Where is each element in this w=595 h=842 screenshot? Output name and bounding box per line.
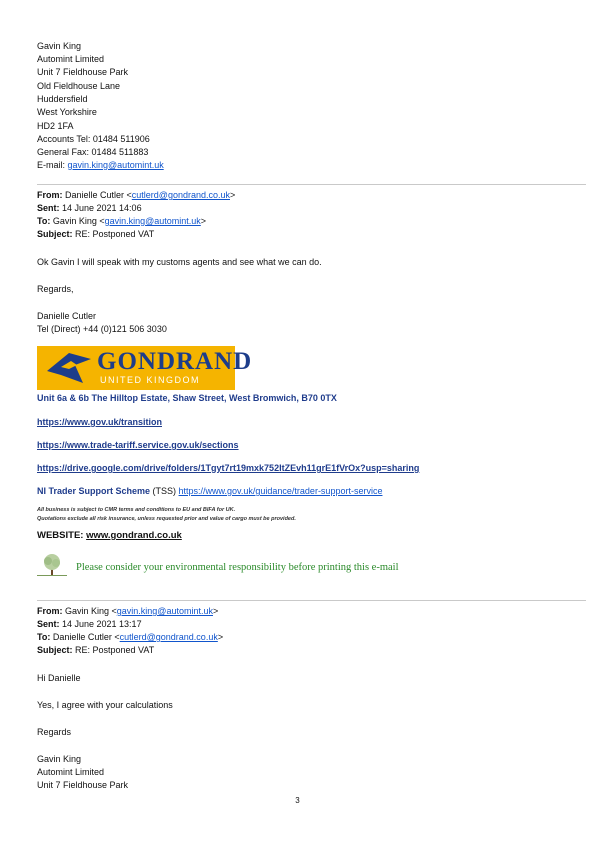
email2-sig-addr1: Unit 7 Fieldhouse Park (37, 780, 129, 790)
email1-subject (37, 229, 154, 240)
to-label: To: (37, 632, 51, 642)
email2-from (37, 606, 218, 617)
email2-to (37, 632, 223, 643)
to-label: To: (37, 216, 51, 226)
tree-icon (37, 553, 67, 578)
email1-sig-tel: Tel (Direct) +44 (0)121 506 3030 (37, 324, 167, 334)
email2-sig-name: Gavin King (37, 754, 82, 764)
email2-subject (37, 645, 154, 656)
subject-label: Subject: (37, 645, 73, 655)
terms-line-2: Quotations exclude all risk insurance, unless requested prior and value of cargo must be provided. (37, 516, 296, 522)
sig-fax: General Fax: 01484 511883 (37, 147, 149, 157)
sig-company: Automint Limited (37, 54, 105, 64)
email2-sig-company: Automint Limited (37, 767, 105, 777)
website-link[interactable]: www.gondrand.co.uk (86, 530, 182, 541)
company-address: Unit 6a & 6b The Hilltop Estate, Shaw Street, West Bromwich, B70 0TX (37, 393, 337, 403)
sig-town: Huddersfield (37, 94, 88, 104)
divider (37, 184, 586, 185)
sig-email-label: E-mail: (37, 160, 68, 170)
subject-value: RE: Postponed VAT (72, 645, 155, 655)
sig-email-link[interactable]: gavin.king@automint.uk (67, 160, 164, 170)
sent-value: 14 June 2021 14:06 (59, 203, 142, 213)
link-trade-tariff[interactable]: https://www.trade-tariff.service.gov.uk/sections (37, 440, 239, 450)
sig-name: Gavin King (37, 41, 82, 51)
sig-email-line (37, 160, 164, 171)
sig-postcode: HD2 1FA (37, 121, 74, 131)
gondrand-emblem-icon (47, 353, 91, 383)
terms-line-1: All business is subject to CMR terms and conditions to EU and BIFA for UK. (37, 507, 236, 513)
email2-body: Yes, I agree with your calculations (37, 700, 173, 710)
email2-greeting: Hi Danielle (37, 673, 81, 683)
to-end: > (200, 216, 207, 226)
sig-tel: Accounts Tel: 01484 511906 (37, 134, 150, 144)
website-label: WEBSITE: (37, 530, 87, 541)
email2-sent (37, 619, 142, 630)
logo-name: GONDRAND (97, 348, 253, 375)
to-end: > (217, 632, 224, 642)
subject-label: Subject: (37, 229, 73, 239)
subject-value: RE: Postponed VAT (72, 229, 155, 239)
to-email-link[interactable]: gavin.king@automint.uk (104, 216, 201, 226)
gondrand-logo (37, 346, 253, 390)
logo-sub: UNITED KINGDOM (100, 375, 201, 385)
email1-from (37, 190, 235, 201)
email1-to (37, 216, 206, 227)
link-google-drive[interactable]: https://drive.google.com/drive/folders/1Tgyt7rt19mxk752ItZEvh11grE1fVrOx?usp=sharing (37, 463, 420, 473)
from-email-link[interactable]: gavin.king@automint.uk (116, 606, 213, 616)
sent-label: Sent: (37, 203, 60, 213)
env-note: Please consider your environmental responsibility before printing this e-mail (76, 562, 399, 573)
to-name: Gavin King < (50, 216, 105, 226)
from-end: > (212, 606, 219, 616)
link-gov-transition[interactable]: https://www.gov.uk/transition (37, 417, 162, 427)
ni-abbr: (TSS) (150, 486, 179, 496)
website-line (37, 530, 182, 541)
from-label: From: (37, 190, 63, 200)
ni-label: NI Trader Support Scheme (37, 486, 151, 496)
email1-body: Ok Gavin I will speak with my customs agents and see what we can do. (37, 257, 322, 267)
email1-regards: Regards, (37, 284, 74, 294)
from-name: Danielle Cutler < (62, 190, 132, 200)
from-end: > (230, 190, 236, 200)
ni-trader-line (37, 486, 382, 497)
divider (37, 600, 586, 601)
sig-county: West Yorkshire (37, 107, 97, 117)
page-number: 3 (295, 796, 300, 805)
ni-link[interactable]: https://www.gov.uk/guidance/trader-support-service (178, 486, 383, 496)
sig-addr1: Unit 7 Fieldhouse Park (37, 67, 129, 77)
sent-label: Sent: (37, 619, 60, 629)
to-name: Danielle Cutler < (50, 632, 120, 642)
email2-regards: Regards (37, 727, 72, 737)
sent-value: 14 June 2021 13:17 (59, 619, 142, 629)
sig-addr2: Old Fieldhouse Lane (37, 81, 121, 91)
email1-sent (37, 203, 142, 214)
from-name: Gavin King < (62, 606, 117, 616)
from-label: From: (37, 606, 63, 616)
to-email-link[interactable]: cutlerd@gondrand.co.uk (119, 632, 218, 642)
from-email-link[interactable]: cutlerd@gondrand.co.uk (131, 190, 230, 200)
email1-sig-name: Danielle Cutler (37, 311, 97, 321)
